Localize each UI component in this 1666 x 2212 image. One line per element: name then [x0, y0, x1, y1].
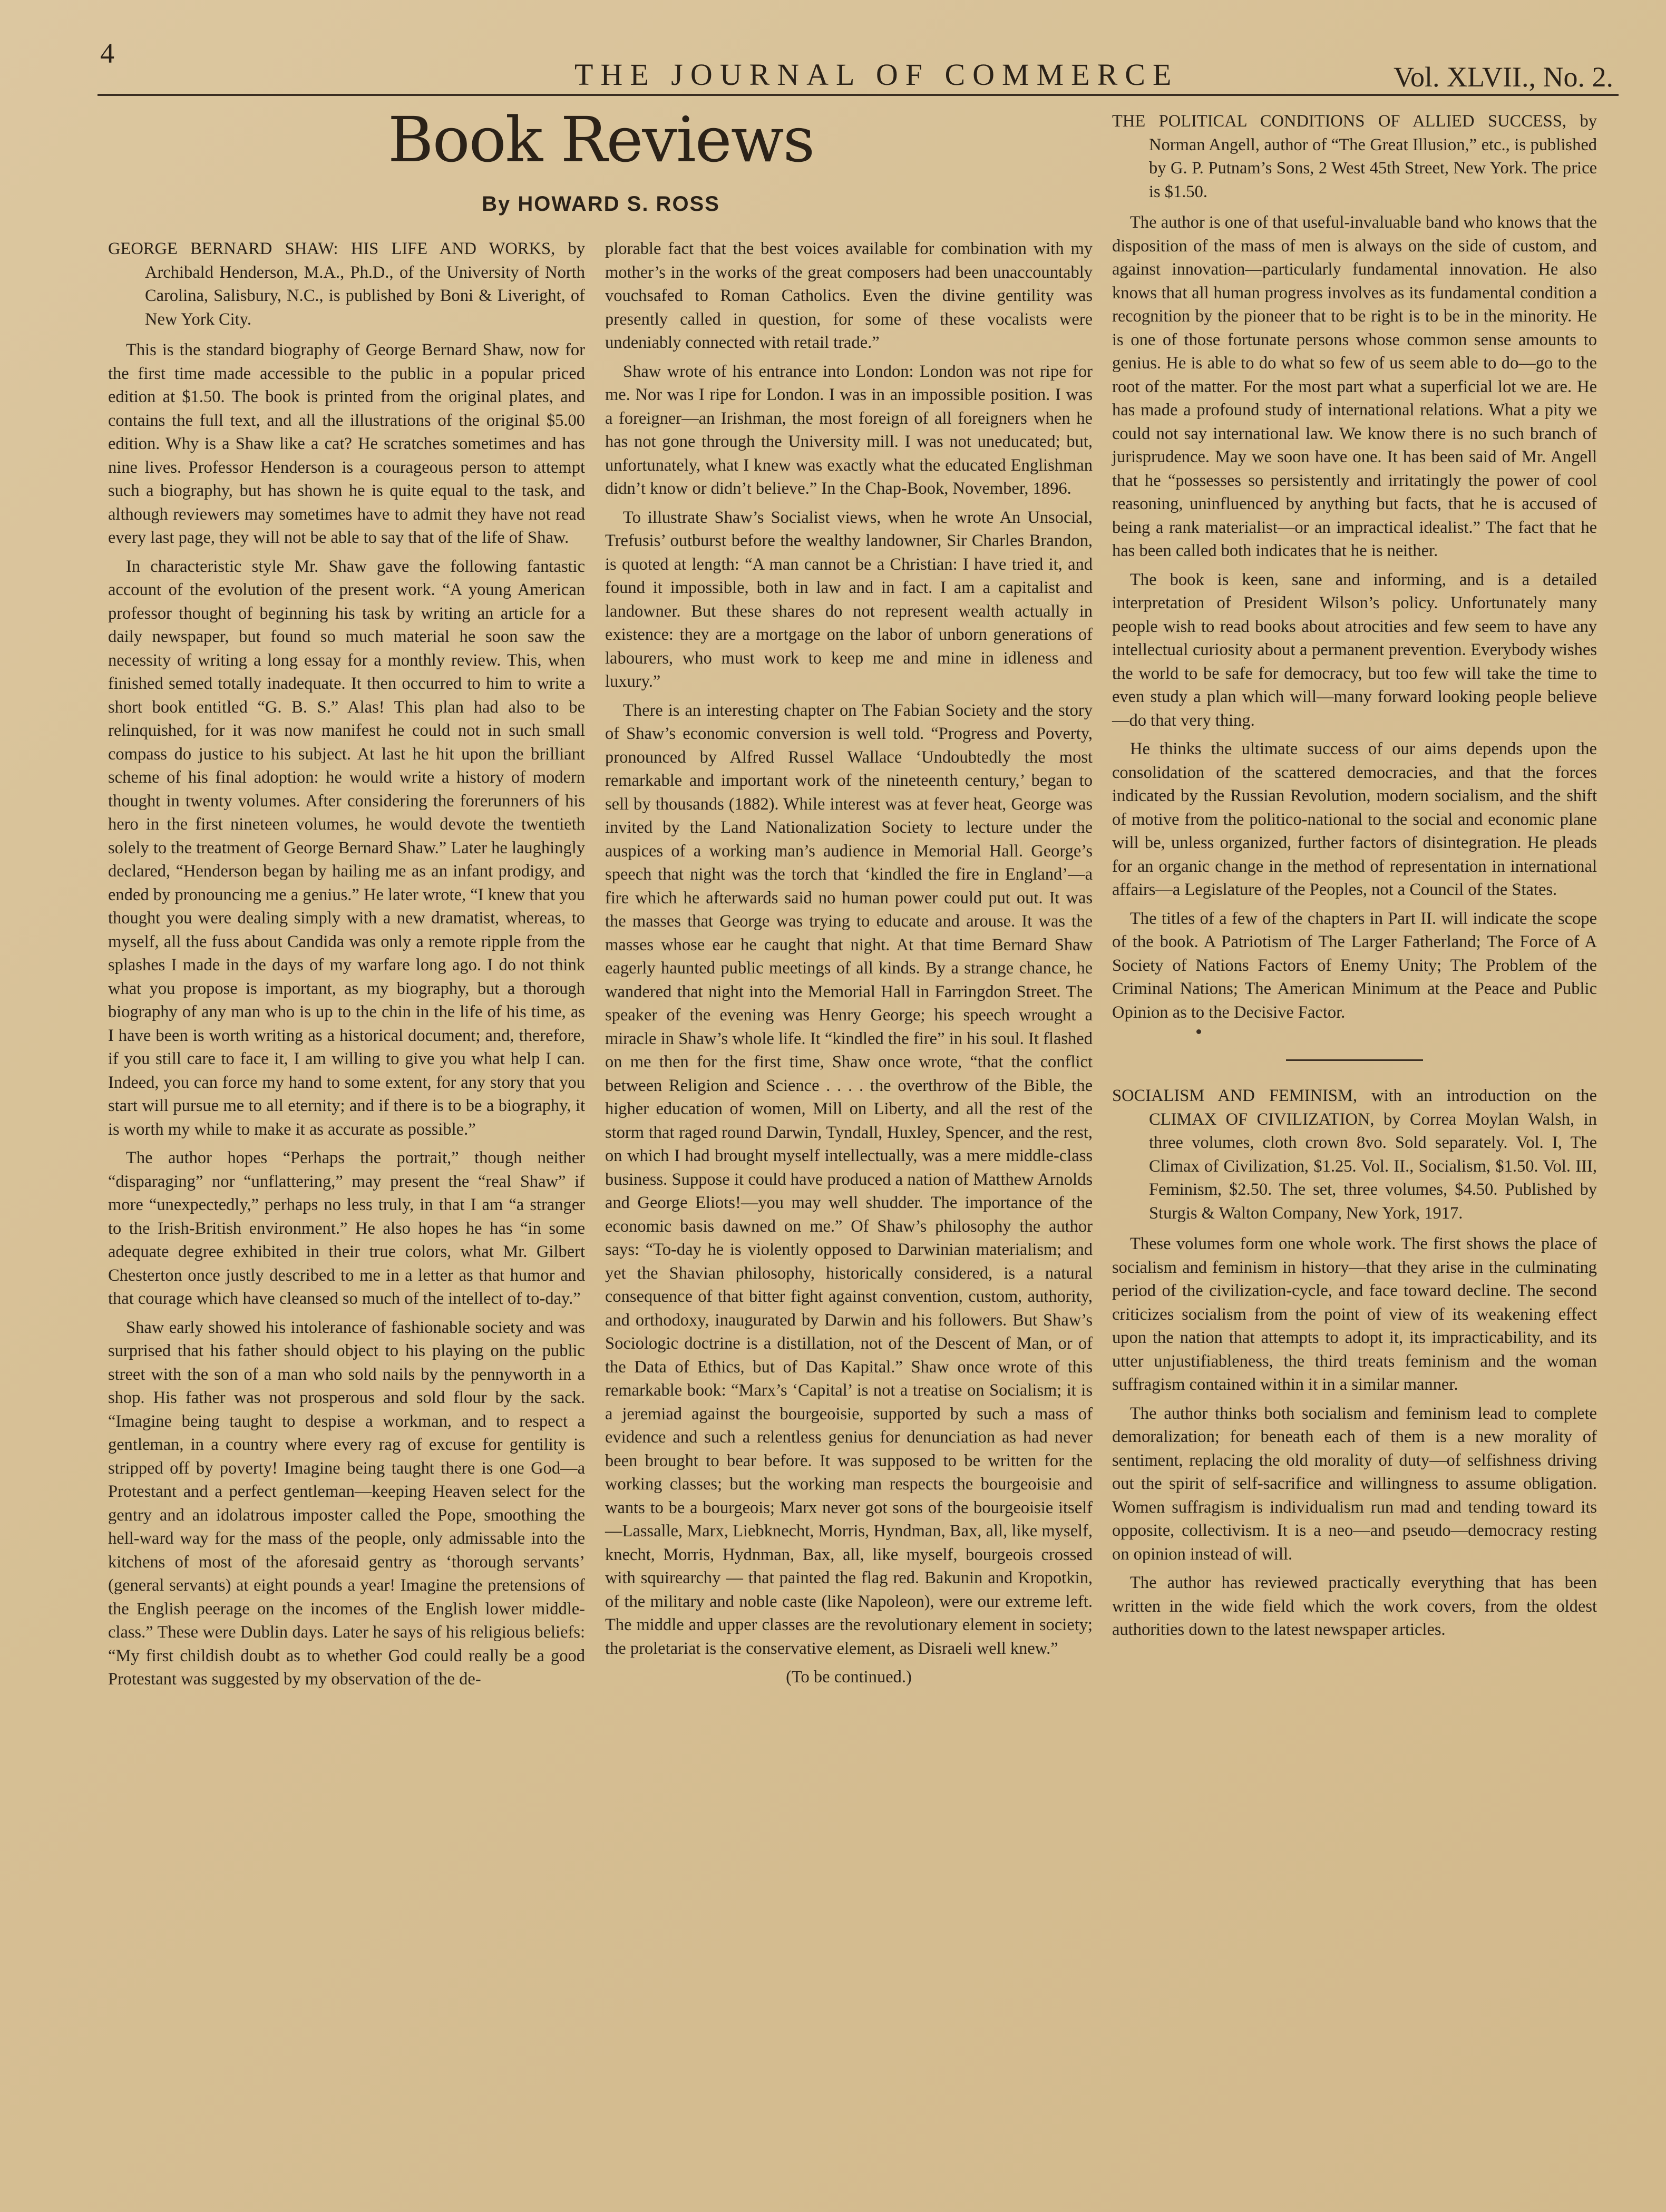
- section-divider: [1286, 1059, 1423, 1061]
- byline: By HOWARD S. ROSS: [482, 192, 720, 216]
- paragraph: Shaw early showed his intolerance of fashionable society and was surprised that his father should object to his playing on the public street with the son of a man who sold nails by the pennyworth in a shop. His father was not prosperous and sold flour by the sack. “Imagine being taught to despise a workman, and to respect a gentleman, in a country where every rag of excuse for gentility is stripped off by poverty! Imagine being taught there is one God—a Protestant and a perfect gentleman—keeping Heaven select for the gentry and an idolatrous imposter called the Pope, smoothing the hell-ward way for the mass of the people, only admissable into the kitchens of most of the aforesaid gentry as ‘thorough servants’ (general servants) at eight pounds a year! Imagine the pretensions of the English peerage on the incomes of the English lower middle-class.” These were Dublin days. Later he says of his religious beliefs: “My first childish doubt as to whether God could really be a good Protestant was suggested by my observation of the de-: [108, 1318, 585, 1689]
- paragraph: He thinks the ultimate success of our aims depends upon the consolidation of the scattered democracies, and that the forces indicated by the Russian Revolution, modern socialism, and the shift of motive from the politico-national to the social and economic plane will be, unless organized, further factors of disintegration. He pleads for an organic change in the method of representation in international affairs—a Legislature of the Peoples, not a Council of the States.: [1112, 739, 1597, 899]
- column-2: [605, 237, 1093, 1689]
- paragraph: There is an interesting chapter on The Fabian Society and the story of Shaw’s economic conversion is well told. “Progress and Poverty, pronounced by Alfred Russel Wallace ‘Undoubtedly the most remarkable and important work of the nineteenth century,’ began to sell by thousands (1882). While interest was at fever heat, George was invited by the Land Nationalization Society to lecture under the auspices of a working man’s audience in Memorial Hall. George’s speech that night was the torch that ‘kindled the fire in England’—a fire which he afterwards said no human power could put out. It was the masses that George was trying to educate and arouse. It was the masses whose ear he caught that night. At that time Bernard Shaw eagerly haunted public meetings of all kinds. By a strange chance, he wandered that night into the Memorial Hall in Farringdon Street. The speaker of the evening was Henry George; his speech wrought a miracle in Shaw’s whole life. It “kindled the fire” in his soul. It flashed on me then for the first time, Shaw once wrote, “that the conflict between Religion and Science . . . . the overthrow of the Bible, the higher education of women, Mill on Liberty, and all the rest of the storm that raged round Darwin, Tyndall, Huxley, Spencer, and the rest, on which I had brought myself intellectually, was a mere middle-class business. Suppose it could have produced a nation of Matthew Arnolds and George Eliots!—you may well shudder. The importance of the economic basis dawned on me.” Of Shaw’s philosophy the author says: “To-day he is violently opposed to Darwinian materialism; and yet the Shavian philosophy, historically considered, is a natural consequence of that bitter fight against convention, custom, authority, and orthodoxy, inaugurated by Darwin and his followers. But Shaw’s Sociologic doctrine is a distillation, not of the Descent of Man, or of the Data of Ethics, but of Das Kapital.” Shaw once wrote of this remarkable book: “Marx’s ‘Capital’ is not a treatise on Socialism; it is a jeremiad against the bourgeoisie, supported by such a mass of evidence and such a relentless genius for denunciation as had never been brought to bear before. It was supposed to be written for the working classes; but the working man respects the bourgeoisie and wants to be a bourgeois; Marx never got sons of the bourgeoisie itself—Lassalle, Marx, Liebknecht, Morris, Hyndman, Bax, all, like myself, knecht, Morris, Hydnman, Bax, all, like myself, bourgeois crossed with squirearchy — that painted the flag red. Bakunin and Kropotkin, of the military and noble caste (like Napoleon), were our extreme left. The middle and upper classes are the revolutionary element in society; the proletariat is the conservative element, as Disraeli well knew.”: [605, 700, 1093, 1658]
- paragraph: These volumes form one whole work. The first shows the place of socialism and feminism in history—that they arise in the culminating period of the civilization-cycle, and face toward decline. The second criticizes socialism from the point of view of its weakening effect upon the nation that attempts to adopt it, its impracticability, and its utter unjustifiableness, the third treats feminism and the woman suffragism contained within it in a similar manner.: [1112, 1234, 1597, 1394]
- book-citation-angell: THE POLITICAL CONDITIONS OF ALLIED SUCCESS, by Norman Angell, author of “The Great Illusion,” etc., is published by G. P. Putnam’s Sons, 2 West 45th Street, New York. The price is $1.50.: [1112, 112, 1597, 201]
- paragraph: The author hopes “Perhaps the portrait,” though neither “disparaging” nor “unflattering,” may present the “real Shaw” if more “unexpectedly,” perhaps no less truly, in that I am “a stranger to the Irish-British environment.” He also hopes he has “in some adequate degree exhibited in their true colors, what Mr. Gilbert Chesterton once justly described to me in a letter as that humor and that courage which have cleansed so much of the intellect of to-day.”: [108, 1148, 585, 1308]
- paragraph: Shaw wrote of his entrance into London: London was not ripe for me. Nor was I ripe for London. I was in an impossible position. I was a foreigner—an Irishman, the most foreign of all foreigners when he has not gone through the University mill. I was not uneducated; but, unfortunately, what I knew was exactly what the educated Englishman didn’t know or didn’t believe.” In the Chap-Book, November, 1896.: [605, 362, 1093, 498]
- column-1: [108, 237, 585, 1697]
- book-citation-walsh: SOCIALISM AND FEMINISM, with an introduction on the CLIMAX OF CIVILIZATION, by Correa Moylan Walsh, in three volumes, cloth crown 8vo. Sold separately. Vol. I, The Climax of Civilization, $1.25. Vol. II., Socialism, $1.50. Vol. III, Feminism, $2.50. The set, three volumes, $4.50. Published by Sturgis & Walton Company, New York, 1917.: [1112, 1086, 1597, 1223]
- paragraph: The book is keen, sane and informing, and is a detailed interpretation of President Wilson’s policy. Unfortunately many people wish to read books about atrocities and few seem to have any intellectual curiosity about a permanent prevention. Everybody wishes the world to be safe for democracy, but too few will take the time to even study a plan which will—many forward looking people believe—do that very thing.: [1112, 570, 1597, 730]
- header-rule: [98, 94, 1619, 96]
- section-title: Book Reviews: [387, 103, 814, 176]
- book-citation-shaw: GEORGE BERNARD SHAW: HIS LIFE AND WORKS, by Archibald Henderson, M.A., Ph.D., of the University of North Carolina, Salisbury, N.C., is published by Boni & Liveright, of New York City.: [108, 239, 585, 329]
- paragraph: This is the standard biography of George Bernard Shaw, now for the first time made accessible to the public in a popular priced edition at $1.50. The book is printed from the original plates, and contains the full text, and all the illustrations of the original $5.00 edition. Why is a Shaw like a cat? He scratches sometimes and has nine lives. Professor Henderson is a courageous person to attempt such a biography, but has shown he is quite equal to the task, and although reviewers may sometimes have to admit they have not read every last page, they will not be able to say that of the life of Shaw.: [108, 340, 585, 547]
- ink-dot: [1196, 1029, 1201, 1034]
- paragraph: The author is one of that useful-invaluable band who knows that the disposition of the mass of men is always on the side of custom, and against innovation—particularly fundamental innovation. He also knows that all human progress involves as its fundamental condition a recognition by the pioneer that to be right is to be in the minority. He is one of those fortunate persons whose common sense amounts to genius. He is able to do what so few of us seem able to do—go to the root of the matter. For the most part what a superficial lot we are. He has made a profound study of international relations. What a pity we could not say international law. We know there is no such branch of jurisprudence. May we soon have one. It has been said of Mr. Angell that he “possesses so persistently and irritatingly the power of cool reasoning, uninfluenced by anything but facts, that he is accused of being a rank materialist—or an impractical idealist.” The fact that he has been called both indicates that he is neither.: [1112, 213, 1597, 560]
- publication-title: THE JOURNAL OF COMMERCE: [574, 57, 1179, 92]
- paragraph: The author has reviewed practically everything that has been written in the wide field which the work covers, from the oldest authorities down to the latest newspaper articles.: [1112, 1573, 1597, 1639]
- volume-issue: Vol. XLVII., No. 2.: [1393, 61, 1613, 93]
- paragraph: To illustrate Shaw’s Socialist views, when he wrote An Unsocial, Trefusis’ outburst before the wealthy landowner, Sir Charles Brandon, is quoted at length: “A man cannot be a Christian: I have tried it, and found it impossible, both in law and in fact. I am a capitalist and landowner. But these shares do not represent wealth actually in existence: they are a mortgage on the labor of unborn generations of labourers, who must work to keep me and mine in idleness and luxury.”: [605, 508, 1093, 691]
- column-3: [1112, 110, 1597, 1647]
- paragraph: The author thinks both socialism and feminism lead to complete demoralization; for beneath each of them is a new morality of sentiment, replacing the old morality of duty—of selfishness driving out the spirit of self-sacrifice and willingness to assume obligation. Women suffragism is individualism run mad and tending toward its opposite, collectivism. It is a neo—and pseudo—democracy resting on opinion instead of will.: [1112, 1404, 1597, 1564]
- paragraph: The titles of a few of the chapters in Part II. will indicate the scope of the book. A Patriotism of The Larger Fatherland; The Force of A Society of Nations Factors of Enemy Unity; The Problem of the Criminal Nations; The American Minimum at the Peace and Public Opinion as to the Decisive Factor.: [1112, 909, 1597, 1022]
- page-number: 4: [100, 37, 114, 69]
- continued-note: (To be continued.): [786, 1668, 912, 1687]
- paragraph: plorable fact that the best voices available for combination with my mother’s in the works of the great composers had been unaccountably vouchsafed to Roman Catholics. Even the divine gentility was presently called in question, for some of these vocalists were undeniably connected with retail trade.”: [605, 239, 1093, 352]
- paragraph: In characteristic style Mr. Shaw gave the following fantastic account of the evolution of the present work. “A young American professor thought of beginning his task by writing an article for a daily newspaper, but found so much material he soon saw the necessity of writing a long essay for a monthly review. This, when finished semed totally inadequate. It then occurred to him to write a short book entitled “G. B. S.” Alas! This plan had also to be relinquished, for it was now manifest he could not in such small compass do justice to his subject. At last he hit upon the brilliant scheme of his final adoption: he would write a history of modern thought in twenty volumes. After considering the forerunners of his hero in the first nineteen volumes, he would devote the twentieth solely to the treatment of George Bernard Shaw.” Later he laughingly declared, “Henderson began by hailing me as an infant prodigy, and ended by pronouncing me a genius.” He later wrote, “I knew that you thought you were dealing simply with a new dramatist, whereas, to myself, all the fuss about Candida was only a remote ripple from the splashes I made in the days of my warfare long ago. I do not think what you propose is important, as my biography, but a thorough biography of any man who is up to the chin in the life of his time, as I have been is worth writing as a historical document; and, therefore, if you still care to face it, I am willing to give you what help I can. Indeed, you can force my hand to some extent, for any story that you start will pursue me to all eternity; and if there is to be a biography, it is worth my while to make it as accurate as possible.”: [108, 557, 585, 1139]
